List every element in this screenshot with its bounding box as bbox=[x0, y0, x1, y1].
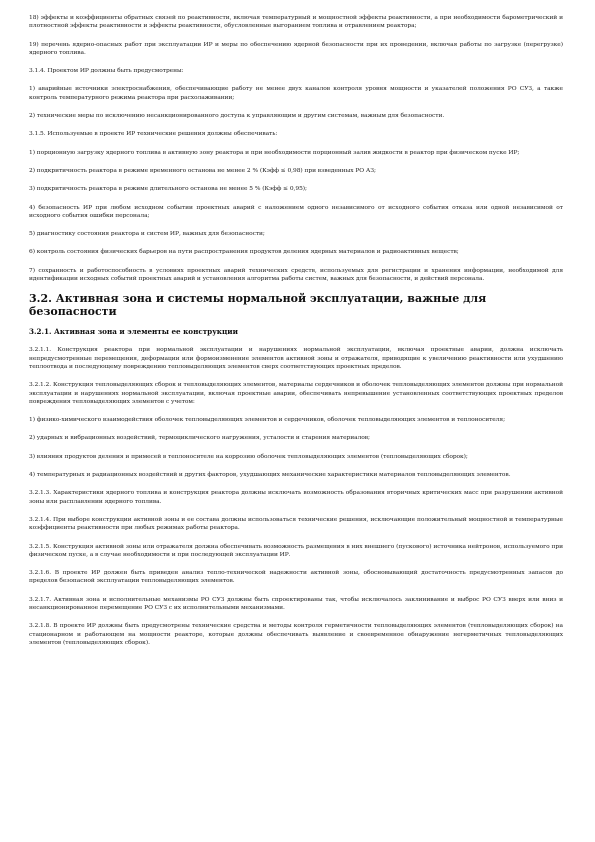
paragraph: 3.2.1.4. При выборе конструкции активной зоны и ее состава должны использоваться технические решения, исключающие положительный мощностной и температурные коэффициенты реактивности при любых режимах работы реактора. bbox=[29, 516, 563, 532]
paragraph-list-bottom bbox=[29, 346, 563, 647]
paragraph: 1) физико-химического взаимодействия оболочек тепловыделяющих элементов и сердечников, оболочек тепловыделяющих элементов и теплоносителя; bbox=[29, 417, 506, 424]
paragraph: 2) ударных и вибрационных воздействий, термоциклического нагружения, усталости и старения материалов; bbox=[29, 435, 370, 442]
paragraph-list-top bbox=[29, 14, 563, 283]
paragraph: 18) эффекты и коэффициенты обратных связей по реактивности, включая температурный и мощностной эффекты реактивности, а при необходимости барометрический и плотностной эффекты реактивности и эффекты реактивности, обусловленные выгоранием топлива и отравлением реактора; bbox=[29, 15, 563, 30]
paragraph: 1) аварийные источники электроснабжения, обеспечивающие работу не менее двух каналов контроля уровня мощности и указателей положения РО СУЗ, а также контроль температурного режима реактора при расхолаживании; bbox=[29, 86, 563, 101]
paragraph: 3.2.1.5. Конструкция активной зоны или отражателя должна обеспечивать возможность размещения в них внешнего (пускового) источника нейтронов, используемого при физическом пуске, а в случае необходимости и при последующей эксплуатации ИР. bbox=[29, 543, 563, 558]
paragraph: 3.2.1.2. Конструкция тепловыделяющих сборок и тепловыделяющих элементов, материалы сердечников и оболочек тепловыделяющих элементов должны при нормальной эксплуатации и нарушениях нормальной эксплуатации, включая проектные аварии, обеспечивать непревышение установленных соответствующих проектных пределов повреждения тепловыделяющих элементов с учетом: bbox=[29, 382, 563, 405]
paragraph: 7) сохранность и работоспособность в условиях проектных аварий технических средств, используемых для регистрации и хранения информации, необходимой для идентификации исходных событий проектных аварий и установления алгоритма работы систем, важных для безопасности, и действий персонала. bbox=[29, 267, 563, 283]
paragraph: 3.2.1.1. Конструкция реактора при нормальной эксплуатации и нарушениях нормальной эксплуатации, включая проектные аварии, должна исключать непредусмотренные перемещения, деформации или формоизменение элементов активной зоны и отражателя, приводящие к увеличению реактивности или ухудшению теплоотвода и последующему повреждению тепловыделяющих элементов сверх соответствующих проектных пределов. bbox=[29, 347, 563, 370]
paragraph: 3.1.4. Проектом ИР должны быть предусмотрены: bbox=[29, 68, 184, 75]
paragraph: 3.2.1.7. Активная зона и исполнительные механизмы РО СУЗ должны быть спроектированы так, чтобы исключалось заклинивание и выброс РО СУЗ вверх или вниз и несанкционированное перемещение РО СУЗ с их исполнительными механизмами. bbox=[29, 596, 563, 611]
paragraph: 5) диагностику состояния реактора и систем ИР, важных для безопасности; bbox=[29, 231, 265, 238]
paragraph: 3.2.1.3. Характеристики ядерного топлива и конструкция реактора должны исключать возможность образования вторичных критических масс при разрушении активной зоны или расплавлении ядерного топлива. bbox=[29, 490, 563, 505]
paragraph: 19) перечень ядерно-опасных работ при эксплуатации ИР и меры по обеспечению ядерной безопасности при их проведении, включая работы по загрузке (перегрузке) ядерного топлива. bbox=[29, 41, 563, 56]
paragraph: 3.1.5. Используемые в проекте ИР технические решения должны обеспечивать: bbox=[29, 131, 278, 138]
subsection-heading: 3.2.1. Активная зона и элементы ее конструкции bbox=[29, 327, 238, 337]
paragraph: 2) подкритичность реактора в режиме временного останова не менее 2 % (Кэфф ≤ 0,98) при взведенных РО АЗ; bbox=[29, 167, 376, 174]
paragraph: 3.2.1.6. В проекте ИР должен быть приведен анализ тепло-технической надежности активной зоны, обосновывающий достаточность предусмотренных запасов до пределов безопасной эксплуатации тепловыделяющих элементов. bbox=[29, 570, 563, 585]
paragraph: 6) контроль состояния физических барьеров на пути распространения продуктов деления ядерных материалов и радиоактивных веществ; bbox=[29, 249, 459, 256]
document-page bbox=[29, 14, 563, 657]
paragraph: 3.2.1.8. В проекте ИР должны быть предусмотрены технические средства и методы контроля герметичности тепловыделяющих элементов (тепловыделяющих сборок) на стационарном и работающем на мощности реакторе, которые должны обеспечивать выявление и своевременное обнаружение негерметичных тепловыделяющих элементов (тепловыделяющих сборок). bbox=[29, 623, 563, 646]
section-heading: 3.2. Активная зона и системы нормальной эксплуатации, важные для безопасности bbox=[29, 292, 487, 318]
paragraph: 2) технические меры по исключению несанкционированного доступа к управляющим и другим системам, важным для безопасности. bbox=[29, 113, 445, 120]
paragraph: 4) безопасность ИР при любом исходном событии проектных аварий с наложением одного независимого от исходного события отказа или одной независимой от исходного события ошибки персонала; bbox=[29, 204, 563, 219]
paragraph: 4) температурных и радиационных воздействий и других факторов, ухудшающих механические характеристики материалов тепловыделяющих элементов. bbox=[29, 472, 511, 479]
paragraph: 1) порционную загрузку ядерного топлива в активную зону реактора и при необходимости порционный залив жидкости в реактор при физическом пуске ИР; bbox=[29, 149, 520, 156]
paragraph: 3) подкритичность реактора в режиме длительного останова не менее 5 % (Кэфф ≤ 0,95); bbox=[29, 186, 307, 193]
paragraph: 3) влияния продуктов деления и примесей в теплоносителе на коррозию оболочек тепловыделяющих элементов (тепловыделяющих сборок); bbox=[29, 453, 468, 460]
